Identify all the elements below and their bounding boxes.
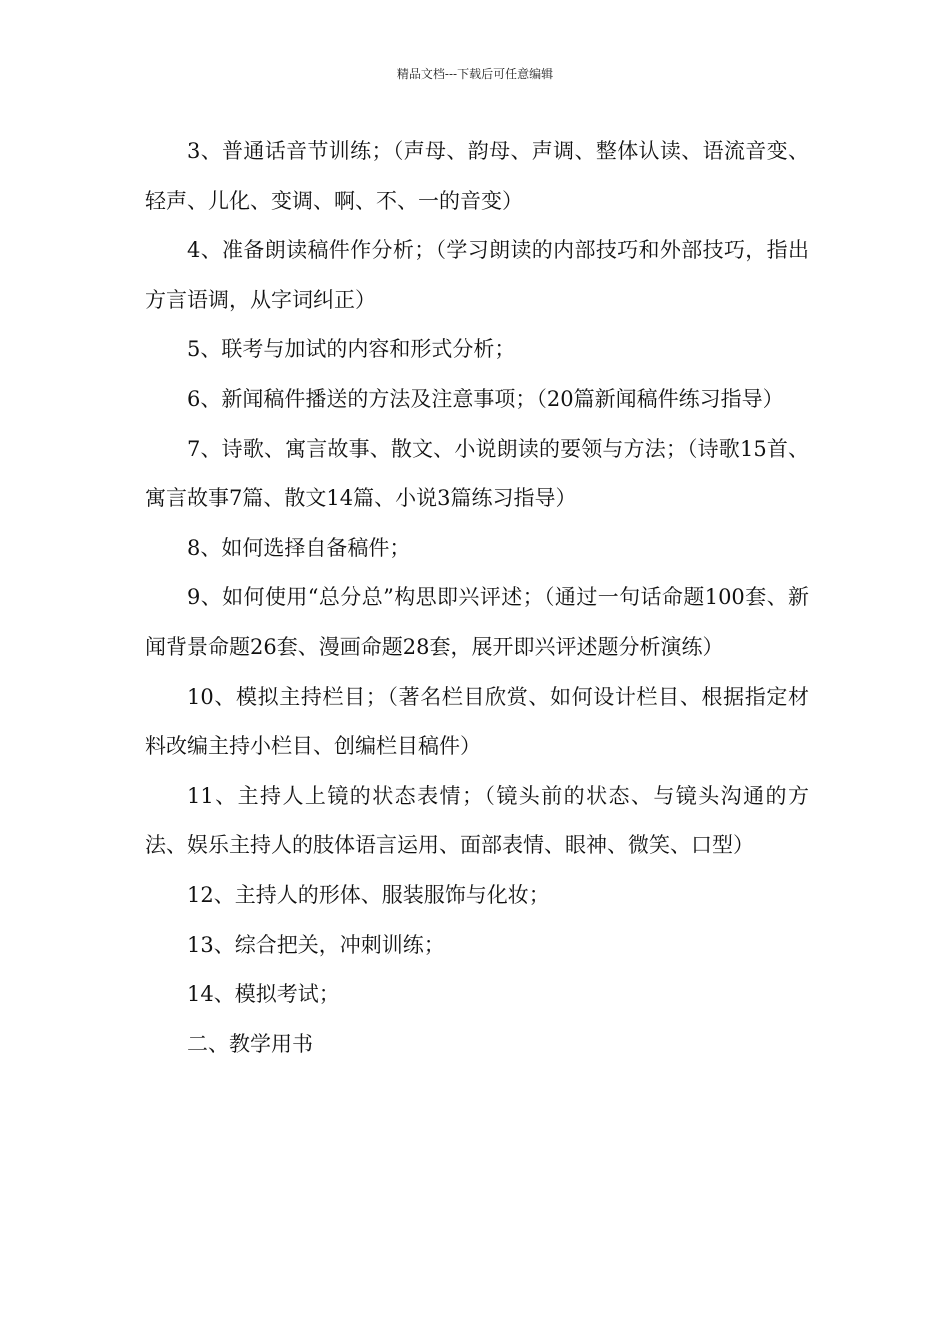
page-header: 精品文档---下载后可任意编辑 bbox=[396, 67, 554, 81]
paragraph-item-12: 12、主持人的形体、服装服饰与化妆； bbox=[187, 882, 550, 907]
paragraph-item-5: 5、联考与加试的内容和形式分析； bbox=[187, 337, 516, 362]
section-heading-teaching-books: 二、教学用书 bbox=[187, 1031, 313, 1056]
paragraph-item-8: 8、如何选择自备稿件； bbox=[187, 535, 411, 560]
paragraph-item-13: 13、综合把关，冲刺训练； bbox=[187, 932, 445, 957]
paragraph-item-11: 11、主持人上镜的状态表情；（镜头前的状态、与镜头沟通的方法、娱乐主持人的肢体语言运用、面部表情、眼神、微笑、口型） bbox=[145, 783, 809, 858]
paragraph-item-3: 3、普通话音节训练；（声母、韵母、声调、整体认读、语流音变、轻声、儿化、变调、啊、不、一的音变） bbox=[145, 139, 809, 213]
paragraph-item-14: 14、模拟考试； bbox=[187, 982, 340, 1007]
paragraph-item-7: 7、诗歌、寓言故事、散文、小说朗读的要领与方法；（诗歌15首、寓言故事7篇、散文14篇、小说3篇练习指导） bbox=[145, 436, 809, 511]
paragraph-item-4: 4、准备朗读稿件作分析；（学习朗读的内部技巧和外部技巧，指出方言语调，从字词纠正） bbox=[145, 238, 809, 312]
paragraph-item-10: 10、模拟主持栏目；（著名栏目欣赏、如何设计栏目、根据指定材料改编主持小栏目、创编栏目稿件） bbox=[145, 684, 809, 759]
paragraph-item-9: 9、如何使用“总分总”构思即兴评述；（通过一句话命题100套、新闻背景命题26套、漫画命题28套，展开即兴评述题分析演练） bbox=[145, 585, 809, 659]
document-body bbox=[145, 127, 809, 1069]
paragraph-item-6: 6、新闻稿件播送的方法及注意事项；（20篇新闻稿件练习指导） bbox=[187, 386, 784, 411]
